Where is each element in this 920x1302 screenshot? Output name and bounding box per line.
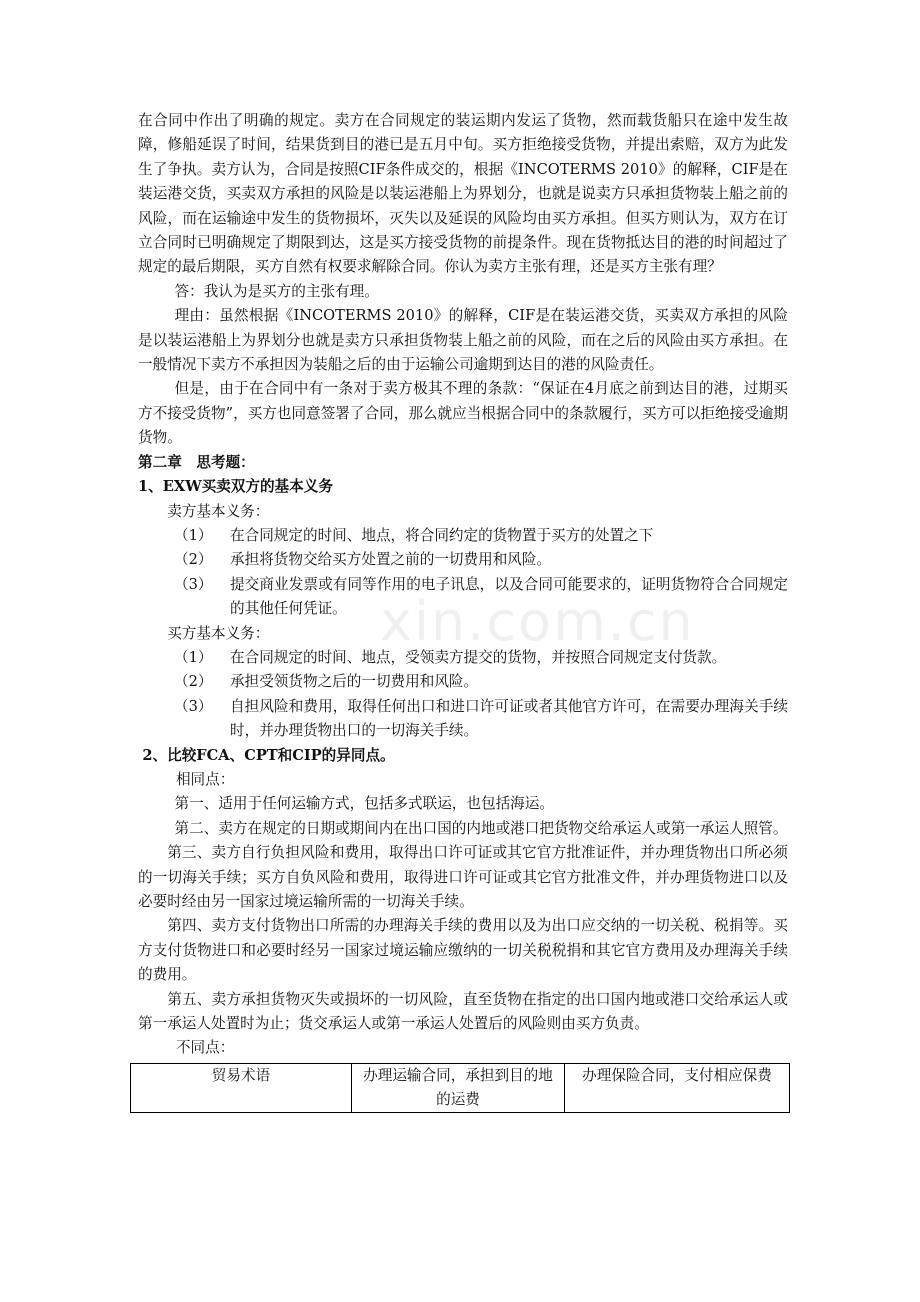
item-text: 承担受领货物之后的一切费用和风险。 xyxy=(230,673,479,691)
similarity-3: 第三、卖方自行负担风险和费用，取得出口许可证或其它官方批准证件，并办理货物出口所必须的一切海关手续；买方自负风险和费用，取得进口许可证或其它官方批准文件，并办理货物进口以及必要时经由另一国家过境运输所需的一切海关手续。 xyxy=(138,844,788,910)
item-text: 提交商业发票或有同等作用的电子讯息，以及合同可能要求的，证明货物符合合同规定的其他任何凭证。 xyxy=(230,575,788,618)
item-text: 承担将货物交给买方处置之前的一切费用和风险。 xyxy=(230,551,552,569)
watermark: xin.com.cn xyxy=(380,590,695,653)
similarity-1: 第一、适用于任何运输方式，包括多式联运，也包括海运。 xyxy=(174,795,554,813)
table-header-cell: 办理保险合同，支付相应保费 xyxy=(565,1063,790,1112)
intro-paragraph: 在合同中作出了明确的规定。卖方在合同规定的装运期内发运了货物，然而载货船只在途中发生故障，修船延误了时间，结果货到目的港已是五月中旬。买方拒绝接受货物，并提出索赔，双方为此发生了争执。卖方认为，合同是按照CIF条件成交的，根据《INCOTERMS 2010》的解释，CIF是在装运港交货，买卖双方承担的风险是以装运港船上为界划分，也就是说卖方只承担货物装上船之前的风险，而在运输途中发生的货物损坏，灭失以及延误的风险均由买方承担。但买方则认为，双方在订立合同时已明确规定了期限到达，这是买方接受货物的前提条件。现在货物抵达目的港的时间超过了规定的最后期限，买方自然有权要求解除合同。你认为卖方主张有理，还是买方主张有理？ xyxy=(138,112,788,276)
item-text: 在合同规定的时间、地点，将合同约定的货物置于买方的处置之下 xyxy=(230,526,654,544)
answer-line: 答：我认为是买方的主张有理。 xyxy=(174,282,379,300)
buyer-item-2 xyxy=(138,670,788,694)
table-header-cell: 贸易术语 xyxy=(131,1063,352,1112)
comparison-table xyxy=(130,1063,790,1113)
similarity-5: 第五、卖方承担货物灭失或损坏的一切风险，直至货物在指定的出口国内地或港口交给承运人或第一承运人处置时为止；货交承运人或第一承运人处置后的风险则由买方负责。 xyxy=(138,990,788,1033)
item-number: （2） xyxy=(174,551,213,569)
item-number: （2） xyxy=(174,673,213,691)
buyer-item-1 xyxy=(138,646,788,670)
seller-item-3 xyxy=(138,573,788,622)
item-number: （3） xyxy=(174,697,213,715)
item-number: （3） xyxy=(174,575,213,593)
table-header-row xyxy=(131,1063,790,1112)
reason-paragraph-1: 理由：虽然根据《INCOTERMS 2010》的解释，CIF是在装运港交货，买卖双方承担的风险是以装运港船上为界划分也就是卖方只承担货物装上船之前的风险，而在之后的风险由买方承担。在一般情况下卖方不承担因为装船之后的由于运输公司逾期到达目的港的风险责任。 xyxy=(138,307,788,374)
seller-obligations-label: 卖方基本义务： xyxy=(167,502,270,520)
similarities-label: 相同点： xyxy=(175,770,235,788)
seller-item-1 xyxy=(138,524,788,548)
item-number: （1） xyxy=(174,648,213,666)
similarity-4: 第四、卖方支付货物出口所需的办理海关手续的费用以及为出口应交纳的一切关税、税捐等。买方支付货物进口和必要时经另一国家过境运输应缴纳的一切关税税捐和其它官方费用及办理海关手续的费用。 xyxy=(138,917,788,984)
question-2-title: 2、比较FCA、CPT和CIP的异同点。 xyxy=(142,746,395,764)
buyer-item-3 xyxy=(138,695,788,744)
reason-paragraph-2: 但是，由于在合同中有一条对于卖方极其不理的条款：“保证在4月底之前到达目的港，过期买方不接受货物”，买方也同意签署了合同，那么就应当根据合同中的条款履行，买方可以拒绝接受逾期货物。 xyxy=(138,380,788,447)
document-page xyxy=(138,109,788,1113)
item-number: （1） xyxy=(174,526,213,544)
seller-item-2 xyxy=(138,548,788,572)
buyer-obligations-label: 买方基本义务： xyxy=(167,624,270,642)
question-1-title: 1、EXW买卖双方的基本义务 xyxy=(138,478,333,496)
differences-label: 不同点： xyxy=(175,1039,235,1057)
item-text: 在合同规定的时间、地点，受领卖方提交的货物，并按照合同规定支付货款。 xyxy=(230,648,727,666)
similarity-2: 第二、卖方在规定的日期或期间内在出口国的内地或港口把货物交给承运人或第一承运人照管。 xyxy=(174,819,788,837)
item-text: 自担风险和费用，取得任何出口和进口许可证或者其他官方许可，在需要办理海关手续时，并办理货物出口的一切海关手续。 xyxy=(230,697,788,740)
chapter-heading: 第二章 思考题： xyxy=(138,453,255,471)
table-header-cell: 办理运输合同，承担到目的地的运费 xyxy=(352,1063,565,1112)
